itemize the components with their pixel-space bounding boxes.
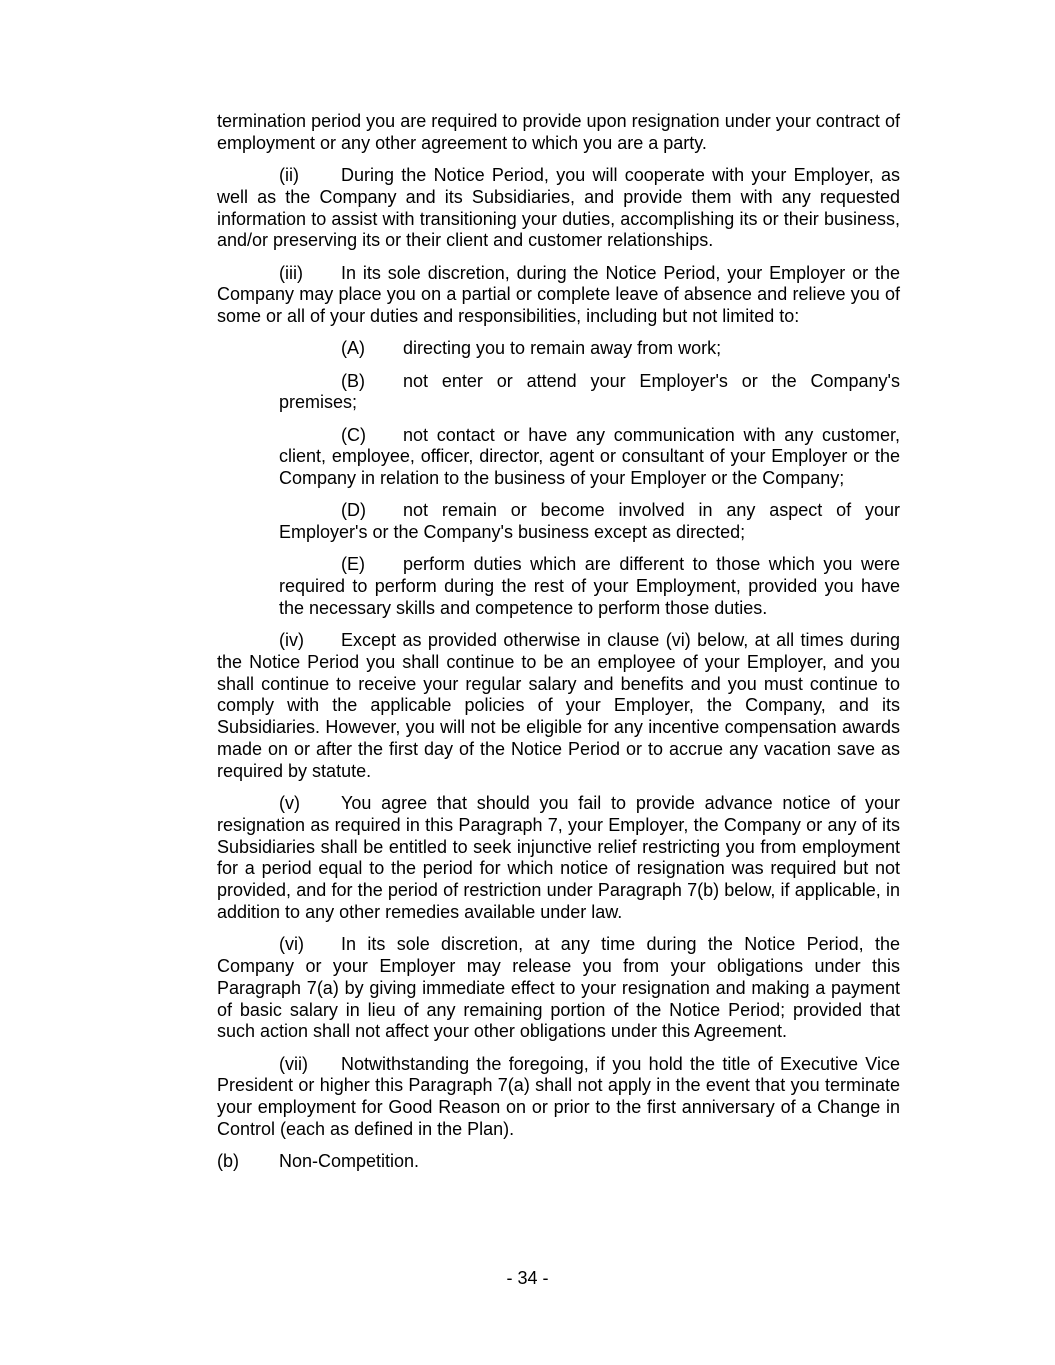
section-label: (b) <box>217 1151 239 1172</box>
subitem-d <box>279 500 900 544</box>
subitem-text: not contact or have any communication with any customer, client, employee, officer, director, agent or consultant of your Employer or the Company in relation to the business of your Employer or the Company; <box>279 424 900 489</box>
section-title: Non-Competition. <box>279 1151 420 1172</box>
paragraph-vi <box>217 934 900 1043</box>
subitem-label: (B) <box>341 370 365 391</box>
paragraph-label: (ii) <box>279 164 299 185</box>
subitem-text: directing you to remain away from work; <box>403 338 722 359</box>
subitem-label: (A) <box>341 338 365 359</box>
paragraph-text: Notwithstanding the foregoing, if you hold the title of Executive Vice President or higher this Paragraph 7(a) shall not apply in the event that you terminate your employment for Good Reason on or prior to the first anniversary of a Change in Control (each as defined in the Plan). <box>217 1053 900 1139</box>
subitem-label: (E) <box>341 554 365 575</box>
paragraph-label: (vi) <box>279 934 304 955</box>
subitem-b <box>279 371 900 415</box>
subitem-e <box>279 554 900 619</box>
subitem-text: perform duties which are different to those which you were required to perform during the rest of your Employment, provided you have the necessary skills and competence to perform those duties. <box>279 554 900 618</box>
paragraph-text: In its sole discretion, at any time during the Notice Period, the Company or your Employer may release you from your obligations under this Paragraph 7(a) by giving immediate effect to your resignation and making a payment of basic salary in lieu of any remaining portion of the Notice Period; provided that such action shall not affect your other obligations under this Agreement. <box>217 934 900 1042</box>
paragraph-vii <box>217 1054 900 1141</box>
subitem-text: not remain or become involved in any aspect of your Employer's or the Company's business except as directed; <box>279 500 900 543</box>
paragraph-label: (vii) <box>279 1053 308 1074</box>
paragraph-text: In its sole discretion, during the Notice Period, your Employer or the Company may place you on a partial or complete leave of absence and relieve you of some or all of your duties and responsibilities, including but not limited to: <box>217 262 900 327</box>
paragraph-text: You agree that should you fail to provide advance notice of your resignation as required in this Paragraph 7, your Employer, the Company or any of its Subsidiaries shall be entitled to seek injunctive relief restricting you from employment for a period equal to the period for which notice of resignation was required but not provided, and for the period of restriction under Paragraph 7(b) below, if applicable, in addition to any other remedies available under law. <box>217 793 900 923</box>
paragraph-text: During the Notice Period, you will cooperate with your Employer, as well as the Company and its Subsidiaries, and provide them with any requested information to assist with transitioning your duties, accomplishing its or their business, and/or preserving its or their client and customer relationships. <box>217 164 900 251</box>
paragraph-text: Except as provided otherwise in clause (vi) below, at all times during the Notice Period you shall continue to be an employee of your Employer, and you shall continue to receive your regular salary and benefits and you must continue to comply with the applicable policies of your Employer, the Company, and its Subsidiaries. However, you will not be eligible for any incentive compensation awards made on or after the first day of the Notice Period or to accrue any vacation save as required by statute. <box>217 630 900 781</box>
subitem-a <box>279 338 900 360</box>
subitem-text: not enter or attend your Employer's or the Company's premises; <box>279 370 900 413</box>
subitem-label: (C) <box>341 424 366 445</box>
paragraph-label: (iv) <box>279 630 304 651</box>
paragraph-v <box>217 793 900 924</box>
page-number: - 34 - <box>506 1268 549 1288</box>
paragraph-iv <box>217 630 900 783</box>
continuation-paragraph: termination period you are required to provide upon resignation under your contract of employment or any other agreement to which you are a party. <box>217 111 900 153</box>
subitem-c <box>279 425 900 490</box>
paragraph-ii <box>217 165 900 252</box>
paragraph-label: (v) <box>279 793 300 814</box>
paragraph-label: (iii) <box>279 262 303 283</box>
subitem-label: (D) <box>341 500 366 521</box>
document-body <box>217 111 900 1183</box>
section-heading-b <box>217 1151 900 1173</box>
paragraph-iii <box>217 263 900 328</box>
